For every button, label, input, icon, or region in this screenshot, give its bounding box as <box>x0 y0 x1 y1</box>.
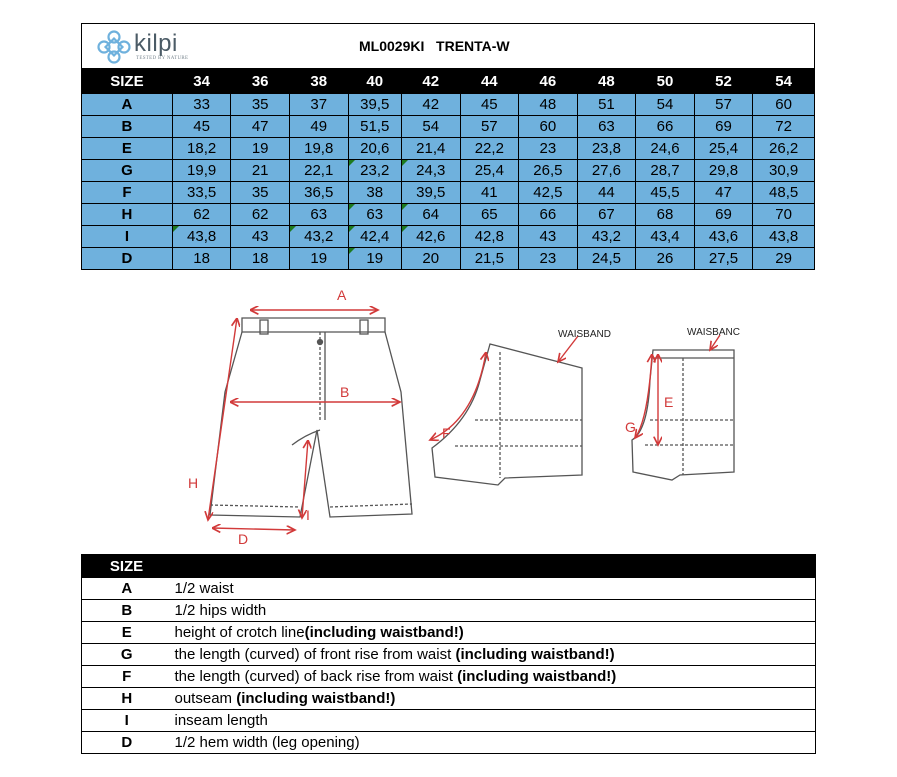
size-header-cell: 42 <box>402 69 461 94</box>
size-cell: 20,6 <box>348 138 402 160</box>
size-cell: 49 <box>289 116 348 138</box>
size-cell: 35 <box>231 94 290 116</box>
size-cell: 43,6 <box>694 226 753 248</box>
size-cell: 42,8 <box>460 226 519 248</box>
size-header-cell: 52 <box>694 69 753 94</box>
label-g: G <box>625 419 636 435</box>
size-cell: 35 <box>231 182 290 204</box>
size-cell: 67 <box>577 204 636 226</box>
size-header-cell: 34 <box>172 69 231 94</box>
front-rise-drawing <box>632 350 734 480</box>
size-cell: 43,4 <box>636 226 695 248</box>
label-i: I <box>306 507 310 523</box>
size-cell: 24,6 <box>636 138 695 160</box>
size-row-label: D <box>82 248 173 270</box>
legend-header-blank <box>172 555 816 578</box>
size-cell: 62 <box>172 204 231 226</box>
brand-logo <box>96 30 206 64</box>
size-cell: 57 <box>460 116 519 138</box>
size-cell: 43,2 <box>577 226 636 248</box>
size-cell: 24,3 <box>402 160 461 182</box>
waistband-label-1: WAISBAND <box>558 329 611 340</box>
size-cell: 21,5 <box>460 248 519 270</box>
size-header-cell: 40 <box>348 69 402 94</box>
back-rise-measures <box>430 336 578 440</box>
size-cell: 69 <box>694 116 753 138</box>
size-cell: 37 <box>289 94 348 116</box>
size-cell: 26,5 <box>519 160 578 182</box>
size-cell: 24,5 <box>577 248 636 270</box>
legend-row <box>82 622 816 644</box>
waistband-label-2: WAISBANC <box>687 327 740 338</box>
size-cell: 66 <box>519 204 578 226</box>
size-cell: 18 <box>172 248 231 270</box>
size-cell: 27,5 <box>694 248 753 270</box>
logo-text: kilpi <box>134 30 178 57</box>
label-d: D <box>238 531 249 545</box>
size-cell: 45 <box>460 94 519 116</box>
size-header-cell: 38 <box>289 69 348 94</box>
size-cell: 20 <box>402 248 461 270</box>
size-cell: 43,8 <box>753 226 815 248</box>
legend-row <box>82 666 816 688</box>
front-rise-measures <box>635 335 720 445</box>
size-row-label: H <box>82 204 173 226</box>
legend-text: the length (curved) of back rise from waist <box>174 668 458 685</box>
size-row-label: E <box>82 138 173 160</box>
size-cell: 43,2 <box>289 226 348 248</box>
size-cell: 25,4 <box>460 160 519 182</box>
size-row <box>82 160 815 182</box>
measure-f-arrow <box>430 352 486 440</box>
legend-text: outseam <box>174 690 237 707</box>
legend-description <box>172 666 816 688</box>
size-cell: 38 <box>348 182 402 204</box>
size-cell: 48 <box>519 94 578 116</box>
size-row <box>82 182 815 204</box>
size-cell: 36,5 <box>289 182 348 204</box>
size-cell: 63 <box>289 204 348 226</box>
size-cell: 21 <box>231 160 290 182</box>
size-header-cell: 46 <box>519 69 578 94</box>
legend-row <box>82 688 816 710</box>
size-row-label: I <box>82 226 173 248</box>
size-cell: 64 <box>402 204 461 226</box>
size-cell: 23 <box>519 248 578 270</box>
size-cell: 45,5 <box>636 182 695 204</box>
size-cell: 47 <box>694 182 753 204</box>
size-cell: 72 <box>753 116 815 138</box>
size-header-cell: 54 <box>753 69 815 94</box>
legend-code: B <box>82 600 172 622</box>
legend-note: (including waistband!) <box>457 668 617 685</box>
size-cell: 18,2 <box>172 138 231 160</box>
size-row-label: F <box>82 182 173 204</box>
size-row <box>82 226 815 248</box>
size-cell: 62 <box>231 204 290 226</box>
size-cell: 19 <box>231 138 290 160</box>
size-cell: 63 <box>577 116 636 138</box>
size-cell: 22,2 <box>460 138 519 160</box>
legend-row <box>82 600 816 622</box>
size-cell: 60 <box>519 116 578 138</box>
size-cell: 70 <box>753 204 815 226</box>
legend-text: the length (curved) of front rise from waist <box>174 646 456 663</box>
size-cell: 28,7 <box>636 160 695 182</box>
legend-note: (including waistband!) <box>304 624 464 641</box>
legend-code: D <box>82 732 172 754</box>
size-row-label: G <box>82 160 173 182</box>
legend-row <box>82 710 816 732</box>
legend-text: height of crotch line <box>174 624 305 641</box>
size-row <box>82 248 815 270</box>
size-cell: 51 <box>577 94 636 116</box>
label-a: A <box>337 287 347 303</box>
size-cell: 65 <box>460 204 519 226</box>
size-cell: 33,5 <box>172 182 231 204</box>
legend-row <box>82 578 816 600</box>
legend-text: inseam length <box>174 712 268 729</box>
front-shorts-measures <box>208 310 400 530</box>
size-table <box>81 68 815 270</box>
legend-code: A <box>82 578 172 600</box>
label-e: E <box>664 394 674 410</box>
size-header-row <box>82 69 815 94</box>
size-cell: 43 <box>519 226 578 248</box>
legend-description <box>172 688 816 710</box>
size-row <box>82 138 815 160</box>
size-header-cell: SIZE <box>82 69 173 94</box>
legend-row <box>82 732 816 754</box>
legend-row <box>82 644 816 666</box>
legend-text: 1/2 hem width (leg opening) <box>174 734 360 751</box>
size-cell: 42,5 <box>519 182 578 204</box>
legend-code: E <box>82 622 172 644</box>
legend-note: (including waistband!) <box>455 646 615 663</box>
size-header-cell: 48 <box>577 69 636 94</box>
size-cell: 42,6 <box>402 226 461 248</box>
legend-header-row <box>82 555 816 578</box>
front-shorts-drawing <box>210 318 412 517</box>
size-cell: 26 <box>636 248 695 270</box>
size-row-label: A <box>82 94 173 116</box>
size-cell: 33 <box>172 94 231 116</box>
legend-code: F <box>82 666 172 688</box>
label-f: F <box>442 425 451 441</box>
size-cell: 19 <box>289 248 348 270</box>
legend-description <box>172 600 816 622</box>
size-cell: 29 <box>753 248 815 270</box>
size-cell: 30,9 <box>753 160 815 182</box>
size-cell: 57 <box>694 94 753 116</box>
shorts-diagram <box>180 280 780 545</box>
size-row-label: B <box>82 116 173 138</box>
size-cell: 42,4 <box>348 226 402 248</box>
size-cell: 68 <box>636 204 695 226</box>
size-cell: 19,9 <box>172 160 231 182</box>
size-cell: 43,8 <box>172 226 231 248</box>
legend-note: (including waistband!) <box>236 690 396 707</box>
legend-description <box>172 710 816 732</box>
size-cell: 39,5 <box>348 94 402 116</box>
size-cell: 22,1 <box>289 160 348 182</box>
legend-text: 1/2 waist <box>174 580 234 597</box>
size-cell: 21,4 <box>402 138 461 160</box>
legend-text: 1/2 hips width <box>174 602 267 619</box>
legend-description <box>172 644 816 666</box>
size-cell: 23,2 <box>348 160 402 182</box>
size-cell: 69 <box>694 204 753 226</box>
size-row <box>82 94 815 116</box>
size-cell: 44 <box>577 182 636 204</box>
legend-description <box>172 578 816 600</box>
size-cell: 23,8 <box>577 138 636 160</box>
size-row <box>82 204 815 226</box>
legend-description <box>172 622 816 644</box>
legend-code: H <box>82 688 172 710</box>
size-cell: 26,2 <box>753 138 815 160</box>
legend-description <box>172 732 816 754</box>
size-cell: 19,8 <box>289 138 348 160</box>
size-cell: 66 <box>636 116 695 138</box>
legend-table <box>81 554 816 754</box>
size-cell: 54 <box>636 94 695 116</box>
size-cell: 54 <box>402 116 461 138</box>
size-cell: 27,6 <box>577 160 636 182</box>
size-cell: 23 <box>519 138 578 160</box>
size-header-cell: 36 <box>231 69 290 94</box>
size-cell: 43 <box>231 226 290 248</box>
knot-logo-icon <box>96 30 132 64</box>
size-cell: 19 <box>348 248 402 270</box>
legend-header-cell: SIZE <box>82 555 172 578</box>
legend-code: I <box>82 710 172 732</box>
label-b: B <box>340 384 350 400</box>
size-header-cell: 50 <box>636 69 695 94</box>
measure-h-arrow <box>208 318 237 520</box>
size-cell: 63 <box>348 204 402 226</box>
size-cell: 18 <box>231 248 290 270</box>
size-header-cell: 44 <box>460 69 519 94</box>
legend-code: G <box>82 644 172 666</box>
size-cell: 42 <box>402 94 461 116</box>
size-cell: 60 <box>753 94 815 116</box>
size-cell: 45 <box>172 116 231 138</box>
size-cell: 47 <box>231 116 290 138</box>
chart-header <box>81 23 815 68</box>
size-cell: 29,8 <box>694 160 753 182</box>
size-row <box>82 116 815 138</box>
product-title: ML0029KI TRENTA-W <box>359 38 510 54</box>
size-cell: 51,5 <box>348 116 402 138</box>
size-cell: 48,5 <box>753 182 815 204</box>
label-h: H <box>188 475 199 491</box>
size-cell: 25,4 <box>694 138 753 160</box>
measure-d-arrow <box>212 528 295 530</box>
size-cell: 39,5 <box>402 182 461 204</box>
size-cell: 41 <box>460 182 519 204</box>
logo-tagline: TESTED BY NATURE <box>136 56 189 61</box>
back-rise-drawing <box>432 344 582 485</box>
